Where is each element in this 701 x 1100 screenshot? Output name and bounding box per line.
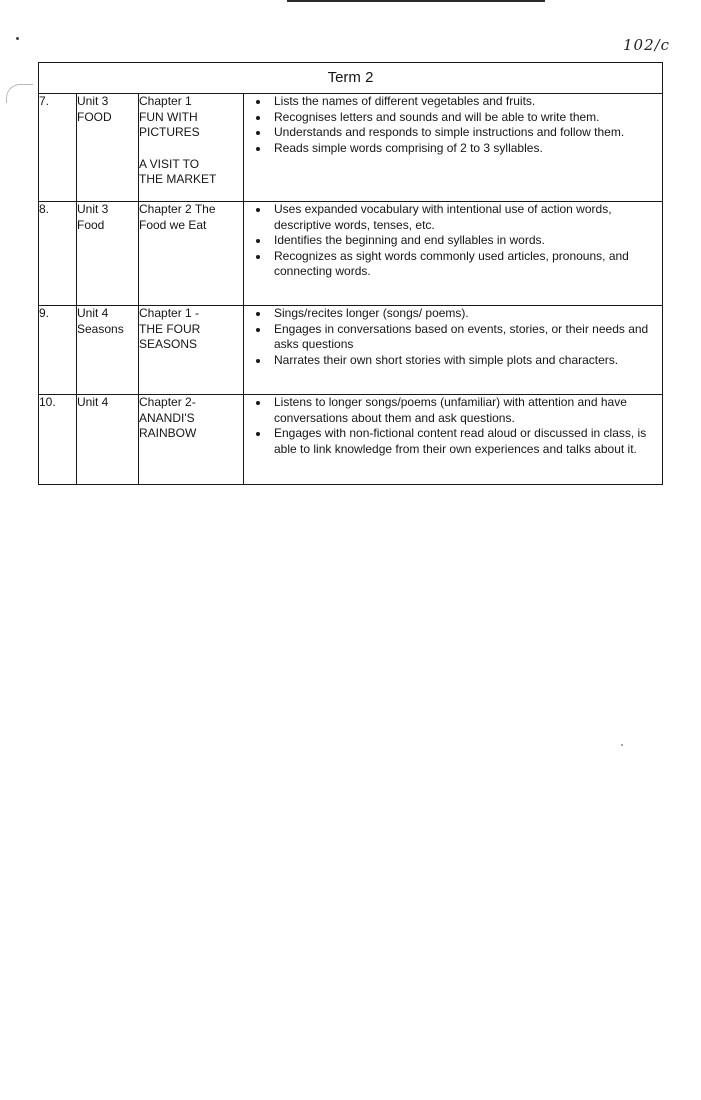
chapter-cell [139,395,244,485]
outcome-item: Narrates their own short stories with simple plots and characters. [274,353,662,369]
table-row [39,395,663,485]
outcomes-list [244,94,662,156]
outcome-item: Engages with non-fictional content read aloud or discussed in class, is able to link knowledge from their own experiences and talks about it. [274,426,662,457]
scan-speck [621,744,623,746]
table-row [39,202,663,306]
chapter-line: THE FOUR [139,321,201,336]
outcome-item: Lists the names of different vegetables and fruits. [274,94,662,110]
chapter-cell [139,94,244,202]
outcomes-cell [244,94,663,202]
serial-number: 7. [39,94,77,202]
chapter-line: Chapter 1 [139,94,192,108]
scan-corner-mark [6,84,33,103]
term-heading-row [39,63,663,94]
outcome-item: Identifies the beginning and end syllables in words. [274,233,662,249]
outcomes-cell [244,306,663,395]
chapter-line: Chapter 1 - [139,306,200,320]
unit-line: Seasons [77,321,124,336]
scan-speck [16,37,19,40]
curriculum-table [38,62,663,485]
chapter-line: ANANDI'S [139,410,195,425]
chapter-line: THE MARKET [139,172,217,186]
serial-number: 8. [39,202,77,306]
outcome-item: Engages in conversations based on events, stories, or their needs and asks questions [274,322,662,353]
unit-cell [77,395,139,485]
serial-number: 10. [39,395,77,485]
chapter-line: Chapter 2- [139,395,196,409]
chapter-cell [139,202,244,306]
outcomes-cell [244,202,663,306]
chapter-line: Food we Eat [139,217,207,232]
unit-line: Unit 3 [77,202,109,216]
outcome-item: Listens to longer songs/poems (unfamiliar) with attention and have conversations about them and ask questions. [274,395,662,426]
outcomes-list [244,202,662,280]
chapter-line: A VISIT TO [139,156,200,171]
unit-line: Unit 3 [77,94,109,108]
unit-line: Unit 4 [77,306,109,320]
top-edge-rule [287,0,545,2]
unit-cell [77,202,139,306]
outcome-item: Sings/recites longer (songs/ poems). [274,306,662,322]
outcome-item: Understands and responds to simple instructions and follow them. [274,125,662,141]
outcomes-list [244,395,662,457]
serial-number: 9. [39,306,77,395]
unit-cell [77,94,139,202]
chapter-line: FUN WITH [139,109,198,124]
outcome-item: Reads simple words comprising of 2 to 3 syllables. [274,141,662,157]
table-row [39,94,663,202]
unit-line: Unit 4 [77,395,109,409]
chapter-cell [139,306,244,395]
chapter-line: PICTURES [139,125,200,139]
table-row [39,306,663,395]
outcome-item: Recognizes as sight words commonly used articles, pronouns, and connecting words. [274,249,662,280]
outcome-item: Uses expanded vocabulary with intentional use of action words, descriptive words, tenses, etc. [274,202,662,233]
outcome-item: Recognises letters and sounds and will be able to write them. [274,110,662,126]
unit-line: Food [77,217,105,232]
outcomes-list [244,306,662,368]
unit-cell [77,306,139,395]
chapter-line: SEASONS [139,337,198,351]
term-heading: Term 2 [39,63,663,94]
chapter-line: Chapter 2 The [139,202,216,216]
unit-line: FOOD [77,109,112,124]
handwritten-page-number: 102/c [623,36,671,54]
outcomes-cell [244,395,663,485]
chapter-line: RAINBOW [139,426,197,440]
